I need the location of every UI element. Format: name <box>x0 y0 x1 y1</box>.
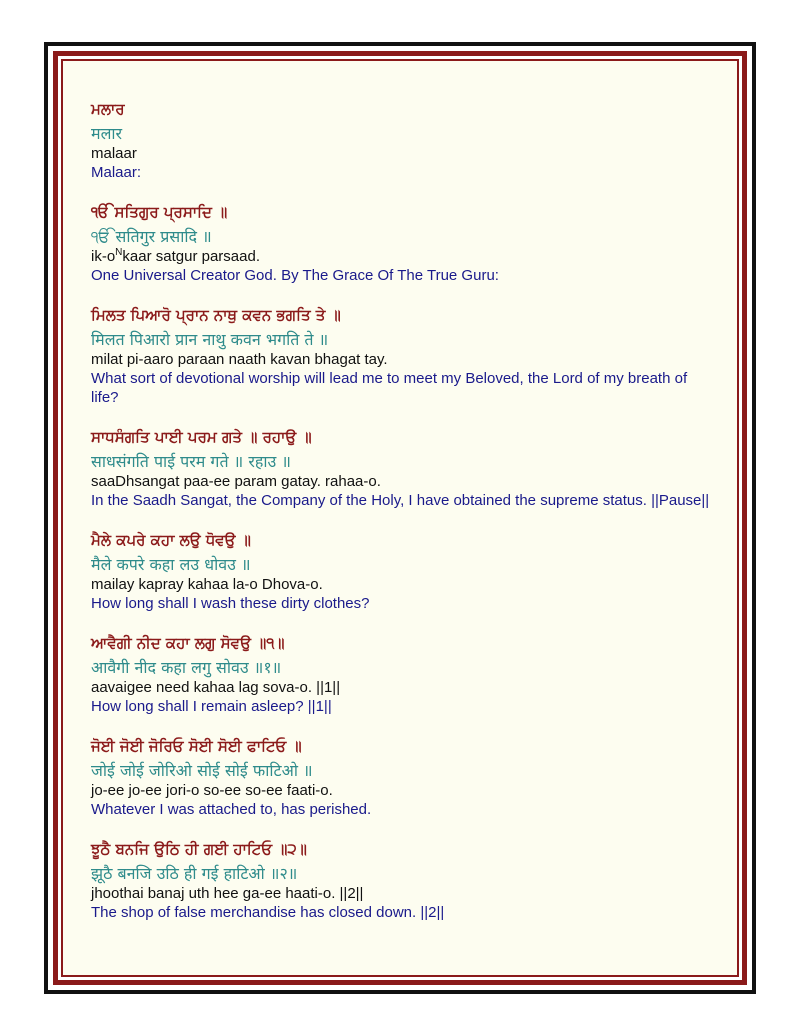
verse-7 <box>91 736 717 819</box>
verse-8 <box>91 839 717 922</box>
english-translation: How long shall I remain asleep? ||1|| <box>91 698 332 715</box>
transliteration-line: mailay kapray kahaa la-o Dhova-o. <box>91 576 323 593</box>
verse-5 <box>91 530 717 613</box>
transliteration-line: malaar <box>91 145 137 162</box>
hindi-line: मलार <box>91 124 123 143</box>
transliteration-line: aavaigee need kahaa lag sova-o. ||1|| <box>91 679 341 696</box>
transliteration-start: ik-o <box>91 248 116 265</box>
transliteration-end: kaar satgur parsaad. <box>122 248 260 265</box>
transliteration-line: jhoothai banaj uth hee ga-ee haati-o. ||2|| <box>91 885 364 902</box>
shabad-content <box>91 99 717 942</box>
english-translation: Malaar: <box>91 164 142 181</box>
gurmukhi-line: ੴ ਸਤਿਗੁਰ ਪ੍ਰਸਾਦਿ ॥ <box>91 203 228 221</box>
english-translation: Whatever I was attached to, has perished. <box>91 801 372 818</box>
verse-3 <box>91 305 717 407</box>
gurmukhi-line: ਆਵੈਗੀ ਨੀਦ ਕਹਾ ਲਗੁ ਸੋਵਉ ॥੧॥ <box>91 634 285 652</box>
hindi-line: साधसंगति पाई परम गते ॥ रहाउ ॥ <box>91 452 291 471</box>
english-translation: What sort of devotional worship will lead me to meet my Beloved, the Lord of my breath of life? <box>91 370 688 406</box>
english-translation: One Universal Creator God. By The Grace Of The True Guru: <box>91 267 499 284</box>
gurmukhi-line: ਮਲਾਰ <box>91 100 125 118</box>
hindi-line: मैले कपरे कहा लउ धोवउ ॥ <box>91 555 251 574</box>
english-translation: How long shall I wash these dirty clothes? <box>91 595 370 612</box>
english-translation: The shop of false merchandise has closed down. ||2|| <box>91 904 445 921</box>
gurmukhi-line: ਮਿਲਤ ਪਿਆਰੋ ਪ੍ਰਾਨ ਨਾਥੁ ਕਵਨ ਭਗਤਿ ਤੇ ॥ <box>91 306 341 324</box>
page-border <box>44 42 756 994</box>
nasal-superscript: N <box>115 247 123 258</box>
gurmukhi-line: ਸਾਧਸੰਗਤਿ ਪਾਈ ਪਰਮ ਗਤੇ ॥ ਰਹਾਉ ॥ <box>91 428 312 446</box>
transliteration-line <box>91 247 717 266</box>
transliteration-line: jo-ee jo-ee jori-o so-ee so-ee faati-o. <box>91 782 333 799</box>
red-border <box>53 51 747 985</box>
hindi-line: ੴ सतिगुर प्रसादि ॥ <box>91 227 212 246</box>
english-translation: In the Saadh Sangat, the Company of the Holy, I have obtained the supreme status. ||Pause|| <box>91 492 710 509</box>
gurmukhi-line: ਝੂਠੈ ਬਨਜਿ ਉਠਿ ਹੀ ਗਈ ਹਾਟਿਓ ॥੨॥ <box>91 840 307 858</box>
verse-6 <box>91 633 717 716</box>
hindi-line: मिलत पिआरो प्रान नाथु कवन भगति ते ॥ <box>91 330 329 349</box>
verse-1 <box>91 99 717 182</box>
transliteration-line: saaDhsangat paa-ee param gatay. rahaa-o. <box>91 473 381 490</box>
verse-4 <box>91 427 717 510</box>
transliteration-line: milat pi-aaro paraan naath kavan bhagat tay. <box>91 351 388 368</box>
verse-2 <box>91 202 717 285</box>
gurmukhi-line: ਜੋਈ ਜੋਈ ਜੋਰਿਓ ਸੋਈ ਸੋਈ ਫਾਟਿਓ ॥ <box>91 737 302 755</box>
hindi-line: जोई जोई जोरिओ सोई सोई फाटिओ ॥ <box>91 761 313 780</box>
page-panel <box>61 59 739 977</box>
hindi-line: झूठै बनजि उठि ही गई हाटिओ ॥२॥ <box>91 864 298 883</box>
hindi-line: आवैगी नीद कहा लगु सोवउ ॥१॥ <box>91 658 282 677</box>
gurmukhi-line: ਮੈਲੇ ਕਪਰੇ ਕਹਾ ਲਉ ਧੋਵਉ ॥ <box>91 531 251 549</box>
